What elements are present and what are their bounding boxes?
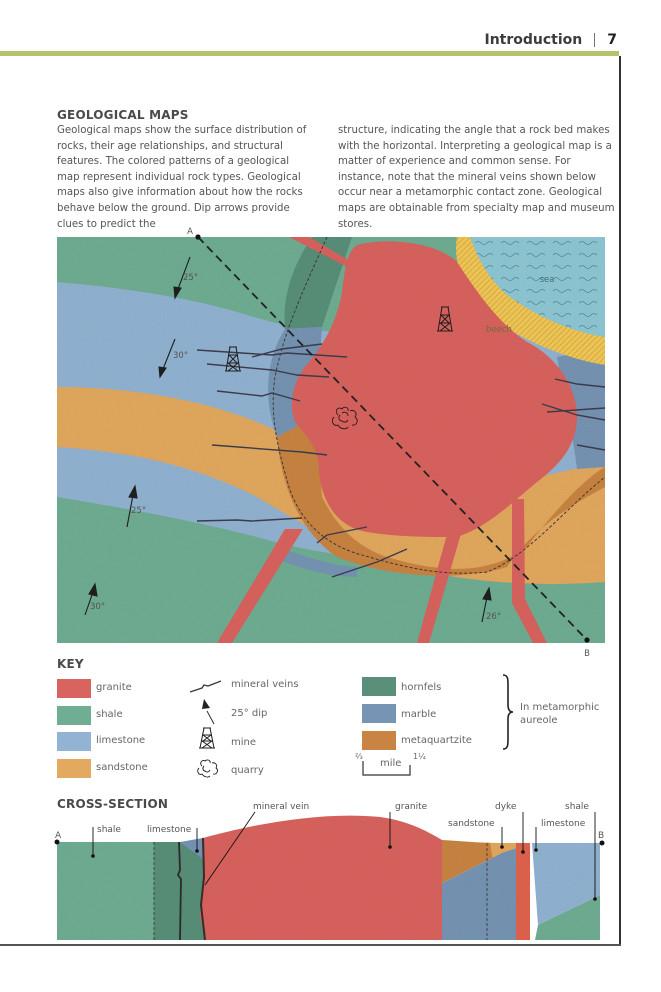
- key-symbols: [188, 675, 224, 790]
- scale-bar: [362, 760, 412, 778]
- article-heading: GEOLOGICAL MAPS: [57, 108, 189, 122]
- aureole-bracket: [500, 673, 516, 751]
- article-paragraph-right: structure, indicating the angle that a rock bed makes with the horizontal. Interpreting a geological map is a matter of experience and common sense. For instance, note that the mineral veins shown below occur near a metamorphic contact zone. Geological maps are obtainable from specialty map and museum stores.: [338, 125, 615, 230]
- article-paragraph-left: Geological maps show the surface distribution of rocks, their age relationships, and structural features. The colored patterns of a geological map represent individual rock types. Geological maps also give information about how the rocks behave below the ground. Dip arrows provide clues to predict the: [57, 125, 307, 230]
- page-edge-right: [619, 56, 621, 945]
- point-b-label: B: [584, 649, 590, 659]
- key-label-marble: marble: [401, 709, 437, 720]
- sea-label: sea: [539, 275, 555, 285]
- point-a-label: A: [187, 227, 193, 237]
- beach-label: beech: [486, 325, 512, 335]
- dip-label: 26°: [486, 612, 502, 622]
- dip-label: 30°: [90, 602, 106, 612]
- cs-label-limestone-right: limestone: [541, 819, 586, 829]
- key-label-shale: shale: [96, 709, 123, 720]
- cs-label-dyke: dyke: [495, 802, 517, 812]
- cs-point-b-marker: [600, 841, 605, 846]
- mine-tower-icon: [199, 728, 215, 748]
- page-number: 7: [607, 32, 617, 48]
- cs-dyke: [516, 843, 530, 940]
- cs-label-shale-left: shale: [97, 825, 121, 835]
- running-head-separator: [594, 33, 595, 47]
- key-label-limestone: limestone: [96, 735, 146, 746]
- cs-label-shale-right: shale: [565, 802, 589, 812]
- cross-section-heading: CROSS-SECTION: [57, 797, 169, 811]
- cs-point-b-label: B: [598, 831, 605, 841]
- swatch-granite: [57, 679, 91, 698]
- page-edge-bottom: [0, 944, 621, 946]
- mineral-vein-icon: [190, 681, 221, 692]
- key-label-quarry: quarry: [231, 765, 264, 776]
- key-label-mine: mine: [231, 737, 257, 748]
- header-rule: [0, 51, 619, 56]
- swatch-limestone: [57, 732, 91, 751]
- swatch-metaquartzite: [362, 731, 396, 750]
- swatch-sandstone: [57, 759, 91, 778]
- swatch-hornfels: [362, 677, 396, 696]
- running-head-section: Introduction: [484, 32, 583, 48]
- key-label-dip: 25° dip: [231, 708, 268, 719]
- cross-section-svg: [50, 795, 610, 940]
- aureole-note: In metamorphic aureole: [520, 702, 600, 726]
- cs-label-granite: granite: [395, 802, 428, 812]
- cs-label-mineral-vein: mineral vein: [253, 802, 310, 812]
- dip-label: 30°: [173, 351, 189, 361]
- geological-map: [57, 227, 605, 659]
- cs-point-a-label: A: [55, 831, 62, 841]
- scale-left-value: ⅔: [355, 752, 363, 761]
- cs-shale-left: [57, 842, 157, 940]
- quarry-icon: [198, 760, 218, 777]
- dip-arrow-icon: [202, 699, 214, 724]
- geological-map-svg: [57, 227, 605, 659]
- point-a-marker: [195, 234, 200, 239]
- dip-label: 25°: [183, 273, 199, 283]
- running-head: [484, 32, 617, 48]
- cs-label-sandstone: sandstone: [448, 819, 495, 829]
- swatch-shale: [57, 706, 91, 725]
- key-label-sandstone: sandstone: [96, 762, 148, 773]
- cs-label-limestone-left: limestone: [147, 825, 192, 835]
- point-b-marker: [584, 637, 589, 642]
- cross-section: [50, 795, 610, 940]
- dip-label: 25°: [131, 506, 147, 516]
- scale-unit: mile: [380, 758, 402, 769]
- key-label-mineral-veins: mineral veins: [231, 679, 299, 690]
- swatch-marble: [362, 704, 396, 723]
- scale-right-value: 1¼: [413, 752, 426, 761]
- key-label-granite: granite: [96, 682, 132, 693]
- key-label-hornfels: hornfels: [401, 682, 442, 693]
- key-label-metaquartzite: metaquartzite: [401, 735, 472, 746]
- key-heading: KEY: [57, 657, 84, 671]
- cs-granite: [200, 816, 442, 940]
